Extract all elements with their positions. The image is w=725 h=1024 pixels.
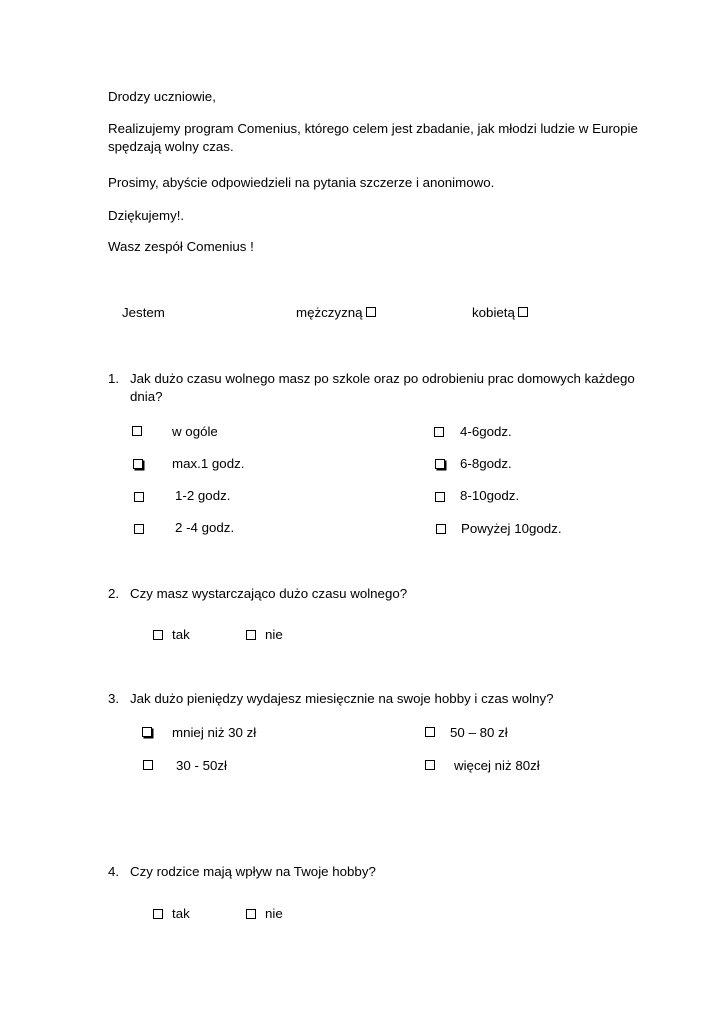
q2-number: 2.: [108, 586, 120, 601]
q2-yes-checkbox[interactable]: [153, 630, 163, 640]
gender-female-label: kobietą: [472, 305, 515, 320]
q1-checkbox-8-10[interactable]: [435, 492, 445, 502]
q2-no-checkbox[interactable]: [246, 630, 256, 640]
q1-checkbox-4-6[interactable]: [434, 427, 444, 437]
thanks-text: Dziękujemy!.: [108, 208, 185, 223]
gender-male-option[interactable]: [296, 304, 376, 322]
q1-option-1-2: 1-2 godz.: [175, 488, 231, 503]
male-checkbox[interactable]: [366, 307, 376, 317]
q1-text: Jak dużo czasu wolnego masz po szkole oraz po odrobieniu prac domowych każdego dnia?: [130, 371, 635, 404]
q1-option-over10: Powyżej 10godz.: [461, 521, 562, 536]
purpose-text: Realizujemy program Comenius, którego celem jest zbadanie, jak młodzi ludzie w Europie spędzają wolny czas.: [108, 121, 638, 154]
q1-checkbox-none[interactable]: [132, 426, 142, 436]
gender-male-label: mężczyzną: [296, 305, 363, 320]
q1-option-6-8: 6-8godz.: [460, 456, 512, 471]
q2-text: Czy masz wystarczająco dużo czasu wolnego?: [130, 586, 408, 601]
q3-option-over80: więcej niż 80zł: [454, 758, 540, 773]
q1-number: 1.: [108, 371, 120, 386]
q1-option-max1: max.1 godz.: [172, 456, 245, 471]
q3-option-less30: mniej niż 30 zł: [172, 725, 257, 740]
signature-text: Wasz zespół Comenius !: [108, 239, 254, 254]
q4-yes-checkbox[interactable]: [153, 909, 163, 919]
q1-checkbox-6-8[interactable]: [435, 459, 445, 469]
q1-option-4-6: 4-6godz.: [460, 424, 512, 439]
q1-option-8-10: 8-10godz.: [460, 488, 520, 503]
q4-no-checkbox[interactable]: [246, 909, 256, 919]
greeting: Drodzy uczniowie,: [108, 89, 216, 104]
q3-checkbox-50-80[interactable]: [425, 727, 435, 737]
gender-female-option[interactable]: [472, 304, 528, 322]
q2-yes-label: tak: [172, 627, 190, 642]
q4-no-label: nie: [265, 906, 283, 921]
q4-text: Czy rodzice mają wpływ na Twoje hobby?: [130, 864, 376, 879]
q3-checkbox-30-50[interactable]: [143, 760, 153, 770]
q4-yes-label: tak: [172, 906, 190, 921]
q3-option-50-80: 50 – 80 zł: [450, 725, 508, 740]
q1-option-none: w ogóle: [172, 424, 218, 439]
q1-checkbox-1-2[interactable]: [134, 492, 144, 502]
q1-checkbox-max1[interactable]: [133, 459, 143, 469]
q3-text: Jak dużo pieniędzy wydajesz miesięcznie na swoje hobby i czas wolny?: [130, 691, 554, 706]
q3-checkbox-less30[interactable]: [142, 727, 152, 737]
request-text: Prosimy, abyście odpowiedzieli na pytania szczerze i anonimowo.: [108, 175, 495, 190]
q3-number: 3.: [108, 691, 120, 706]
gender-label: Jestem: [122, 305, 165, 320]
q1-checkbox-over10[interactable]: [436, 524, 446, 534]
q3-checkbox-over80[interactable]: [425, 760, 435, 770]
q1-option-2-4: 2 -4 godz.: [175, 520, 235, 535]
q4-number: 4.: [108, 864, 120, 879]
q3-option-30-50: 30 - 50zł: [176, 758, 227, 773]
q2-no-label: nie: [265, 627, 283, 642]
q1-checkbox-2-4[interactable]: [134, 524, 144, 534]
female-checkbox[interactable]: [518, 307, 528, 317]
